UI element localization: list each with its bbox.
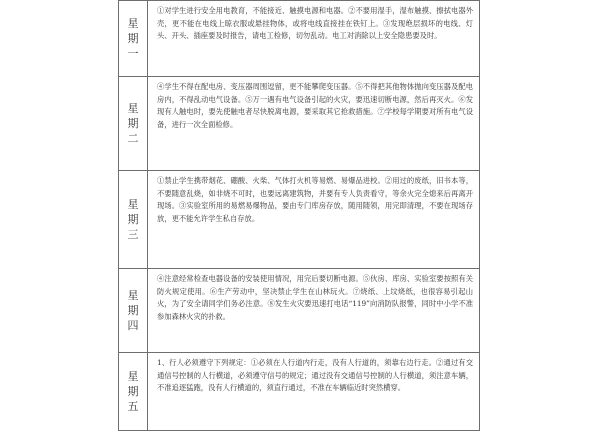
day-char: 期 [127,32,139,45]
day-char: 期 [127,385,139,398]
day-char: 星 [127,289,139,302]
day-char: 五 [127,400,139,413]
content-cell-wednesday: ①禁止学生携带烟花、硼酸、火柴、气体打火机等易燃、易爆品进校。②用过的废纸，旧书本等，不要随意乱烧，如非烧不可时，也要远离建筑物，并要有专人负责看守，等余火完全熄来后再离开现场。③实验室所用的易燃易爆物品，要由专门库房存放，随用随领，用完即清理，不要在现场存放，更不能允许学生私自存放。 [148,171,480,269]
day-cell-monday [119,1,148,77]
day-char: 三 [127,228,139,241]
day-cell-tuesday [119,77,148,171]
day-char: 二 [127,132,139,145]
day-char: 星 [127,17,139,30]
day-char: 一 [127,47,139,60]
day-char: 星 [127,370,139,383]
table-row [119,353,480,431]
day-char: 星 [127,102,139,115]
day-char: 期 [127,304,139,317]
day-char: 星 [127,198,139,211]
table-row [119,1,480,77]
safety-schedule-table [118,0,480,431]
safety-schedule-document [118,0,480,413]
content-cell-tuesday: ④学生不得在配电房、变压器周围逗留，更不能攀爬变压器。⑤不得把其他物体抛向变压器及配电房内，不得乱动电气设备。⑤万一遇有电气设备引起的火灾，要迅速切断电源，然后再灭火。⑥发现有人触电时，要先使触电者尽快脱离电源，要采取其它抢救措施。⑦学校每学期要对所有电气设备，进行一次全面检修。 [148,77,480,171]
day-char: 四 [127,319,139,332]
day-cell-thursday [119,269,148,353]
day-char: 期 [127,117,139,130]
table-row [119,269,480,353]
day-cell-friday [119,353,148,431]
table-row [119,171,480,269]
content-cell-friday: 1、行人必须遵守下列规定：①必须在人行道内行走，没有人行道的，须靠右边行走。②通过有交通信号控制的人行横道，必须遵守信号的规定；通过没有交通信号控制的人行横道，须注意车辆，不准追逐猛跑，没有人行横道的，须直行通过，不准在车辆临近时突然横穿。 [148,353,480,431]
content-cell-thursday: ④注意经常检查电器设备的安装使用情况，用完后要切断电源。⑤伙房、库房、实验室要按照有关防火规定使用。⑥生产劳动中，坚决禁止学生在山林玩火。⑦烧纸、上坟烧纸，也很容易引起山火，为了安全请同学们务必注意。⑧发生火灾要迅速打电话“119”向消防队报警，同时中小学不准参加森林火灾的扑救。 [148,269,480,353]
day-cell-wednesday [119,171,148,269]
table-row [119,77,480,171]
day-char: 期 [127,213,139,226]
content-cell-monday: ①对学生进行安全用电教育，不能接近、触摸电源和电器。②不要用湿手，湿布触摸、擦拭电器外壳，更不能在电线上晾衣服或悬挂物体，或将电线直接挂在铁钉上。③发现绝层损坏的电线、灯头、开头、插座要及时报告，请电工检修，切勿乱动。电工对消除以上安全隐患要及时。 [148,1,480,77]
